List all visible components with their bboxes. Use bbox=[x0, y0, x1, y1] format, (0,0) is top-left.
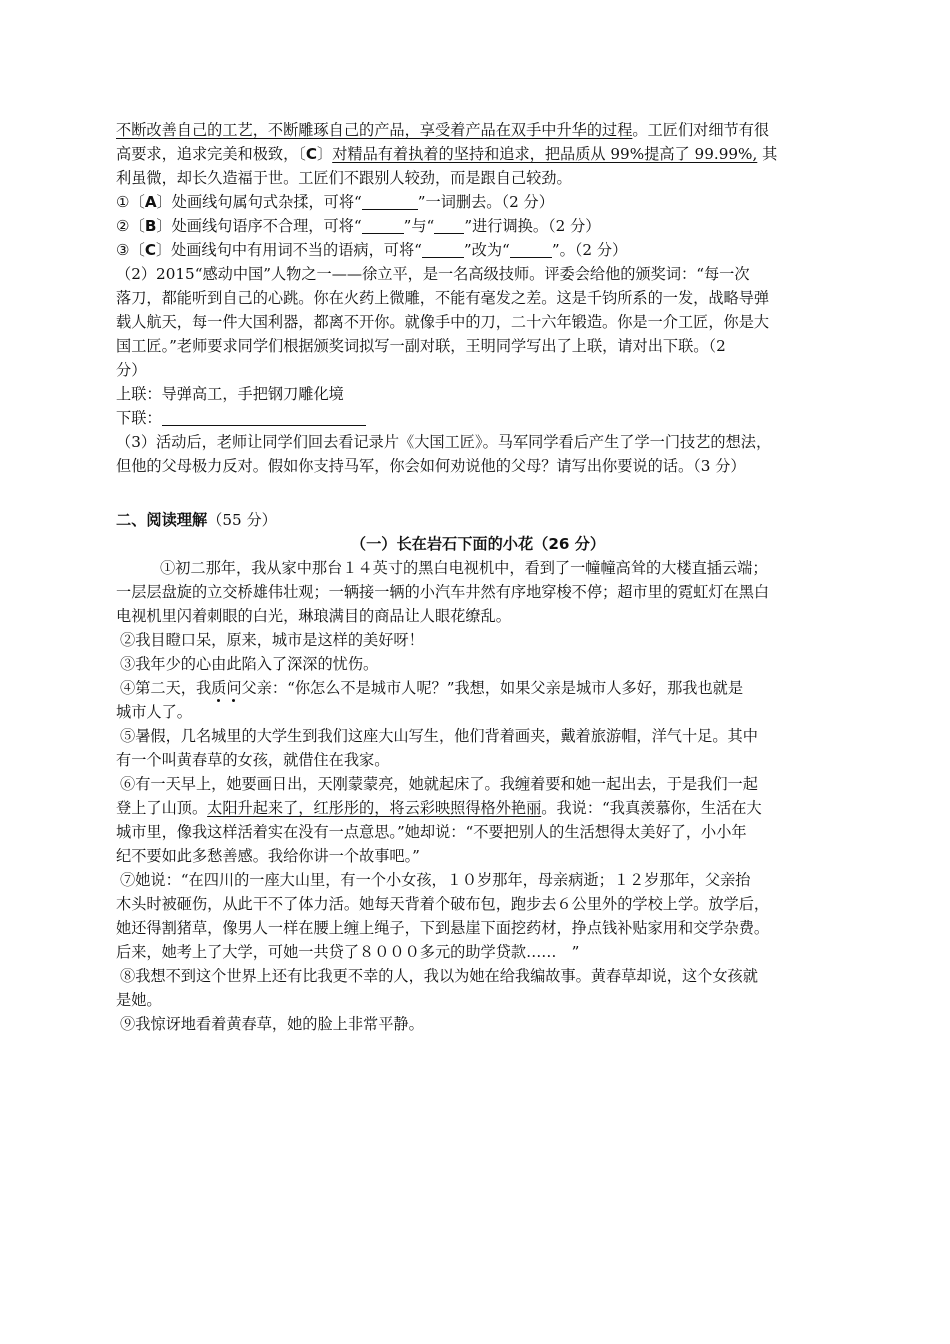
paragraph-2: ②我目瞪口呆，原来，城市是这样的美好呀！ bbox=[120, 631, 424, 649]
couplet-answer-blank[interactable] bbox=[162, 409, 366, 426]
exam-page bbox=[116, 118, 840, 1036]
answer-blank[interactable] bbox=[362, 193, 418, 210]
spacer bbox=[116, 478, 840, 508]
paragraph-4-cont: 城市人了。 bbox=[116, 703, 192, 721]
answer-blank[interactable] bbox=[362, 217, 404, 234]
q1-sub-b: ②〔B〕处画线句语序不合理，可将“ ”与“ ”进行调换。（2 分） bbox=[116, 217, 601, 235]
paragraph-1: ①初二那年，我从家中那台１４英寸的黑白电视机中，看到了一幢幢高耸的大楼直插云端； bbox=[160, 559, 768, 577]
answer-blank[interactable] bbox=[510, 241, 552, 258]
q1-sub-c: ③〔C〕处画线句中有用词不当的语病，可将“ ”改为“ ”。（2 分） bbox=[116, 241, 628, 259]
paragraph-3: ③我年少的心由此陷入了深深的忧伤。 bbox=[120, 655, 379, 673]
underlined-sentence: 太阳升起来了，红彤彤的，将云彩映照得格外艳丽 bbox=[207, 799, 542, 817]
paragraph-7-cont: 她还得割猪草，像男人一样在腰上缠上绳子，下到悬崖下面挖药材，挣点钱补贴家用和交学杂费。 bbox=[116, 919, 770, 937]
q3-line: （3）活动后，老师让同学们回去看记录片《大国工匠》。马军同学看后产生了学一门技艺的想法， bbox=[116, 433, 772, 451]
paragraph-6-cont: 纪不要如此多愁善感。我给你讲一个故事吧。” bbox=[116, 847, 420, 865]
paragraph-5-cont: 有一个叫黄春草的女孩，就借住在我家。 bbox=[116, 751, 390, 769]
q2-line: （2）2015“感动中国”人物之一——徐立平，是一名高级技师。评委会给他的颁奖词：“每一次 bbox=[116, 265, 750, 283]
paragraph-1-cont: 一层层盘旋的立交桥雄伟壮观；一辆接一辆的小汽车井然有序地穿梭不停；超市里的霓虹灯在黑白 bbox=[116, 583, 770, 601]
paragraph-6: ⑥有一天早上，她要画日出，天刚蒙蒙亮，她就起床了。我缠着要和她一起出去，于是我们一起 bbox=[120, 775, 758, 793]
q1-line1: 不断改善自己的工艺，不断雕琢自己的产品，享受着产品在双手中升华的过程。工匠们对细节有很 bbox=[116, 121, 770, 139]
paragraph-8: ⑧我想不到这个世界上还有比我更不幸的人，我以为她在给我编故事。黄春草却说，这个女孩就 bbox=[120, 967, 758, 985]
underlined-sentence-c: 对精品有着执着的坚持和追求，把品质从 99%提高了 99.99%, bbox=[332, 145, 758, 163]
paragraph-7-cont: 后来，她考上了大学，可她一共贷了８０００多元的助学贷款…… ” bbox=[116, 943, 580, 961]
paragraph-7: ⑦她说：“在四川的一座大山里，有一个小女孩，１０岁那年，母亲病逝；１２岁那年，父亲抬 bbox=[120, 871, 751, 889]
q3-line: 但他的父母极力反对。假如你支持马军，你会如何劝说他的父母？请写出你要说的话。（3 分） bbox=[116, 457, 746, 475]
q2-line: 国工匠。”老师要求同学们根据颁奖词拟写一副对联，王明同学写出了上联，请对出下联。（2 bbox=[116, 337, 726, 355]
q1-sub-a: ①〔A〕处画线句属句式杂揉，可将“ ”一词删去。（2 分） bbox=[116, 193, 554, 211]
q2-line: 分） bbox=[116, 361, 147, 379]
paragraph-1-cont: 电视机里闪着刺眼的白光，琳琅满目的商品让人眼花缭乱。 bbox=[116, 607, 511, 625]
q1-line2: 高要求，追求完美和极致，〔C〕对精品有着执着的坚持和追求，把品质从 99%提高了 99.99%, 其 bbox=[116, 145, 778, 163]
q2-line: 落刀，都能听到自己的心跳。你在火药上微雕，不能有毫发之差。这是千钧所系的一发，战略导弹 bbox=[116, 289, 770, 307]
emphasis-dot-char: 质 bbox=[211, 679, 227, 697]
paragraph-5: ⑤暑假，几名城里的大学生到我们这座大山写生，他们背着画夹，戴着旅游帽，洋气十足。其中 bbox=[120, 727, 758, 745]
couplet-lower: 下联： bbox=[116, 406, 840, 430]
answer-blank[interactable] bbox=[434, 217, 464, 234]
underlined-sentence-b: 不断改善自己的工艺，不断雕琢自己的产品，享受着产品在双手中升华的过程 bbox=[116, 121, 633, 139]
paragraph-4: ④第二天，我质问父亲：“你怎么不是城市人呢？”我想，如果父亲是城市人多好，那我也就是 bbox=[120, 679, 744, 697]
emphasis-dot-char: 问 bbox=[226, 679, 242, 697]
q2-line: 载人航天，每一件大国利器，都离不开你。就像手中的刀，二十六年锻造。你是一介工匠，你是大 bbox=[116, 313, 770, 331]
paragraph-9: ⑨我惊讶地看着黄春草，她的脸上非常平静。 bbox=[120, 1015, 424, 1033]
paragraph-8-cont: 是她。 bbox=[116, 991, 162, 1009]
section-title: 二、阅读理解（55 分） bbox=[116, 511, 277, 529]
mark-c: C bbox=[305, 145, 317, 163]
couplet-upper: 上联：导弹高工，手把钢刀雕化境 bbox=[116, 385, 344, 403]
q1-line3: 利虽微，却长久造福于世。工匠们不跟别人较劲，而是跟自己较劲。 bbox=[116, 169, 572, 187]
paragraph-6-cont: 城市里，像我这样活着实在没有一点意思。”她却说：“不要把别人的生活想得太美好了，小小年 bbox=[116, 823, 747, 841]
answer-blank[interactable] bbox=[422, 241, 464, 258]
paragraph-7-cont: 木头时被砸伤，从此干不了体力活。她每天背着个破布包，跑步去６公里外的学校上学。放学后， bbox=[116, 895, 770, 913]
passage-title: （一）长在岩石下面的小花（26 分） bbox=[350, 535, 606, 553]
paragraph-6-cont: 登上了山顶。太阳升起来了，红彤彤的，将云彩映照得格外艳丽。我说：“我真羡慕你，生活在大 bbox=[116, 799, 762, 817]
